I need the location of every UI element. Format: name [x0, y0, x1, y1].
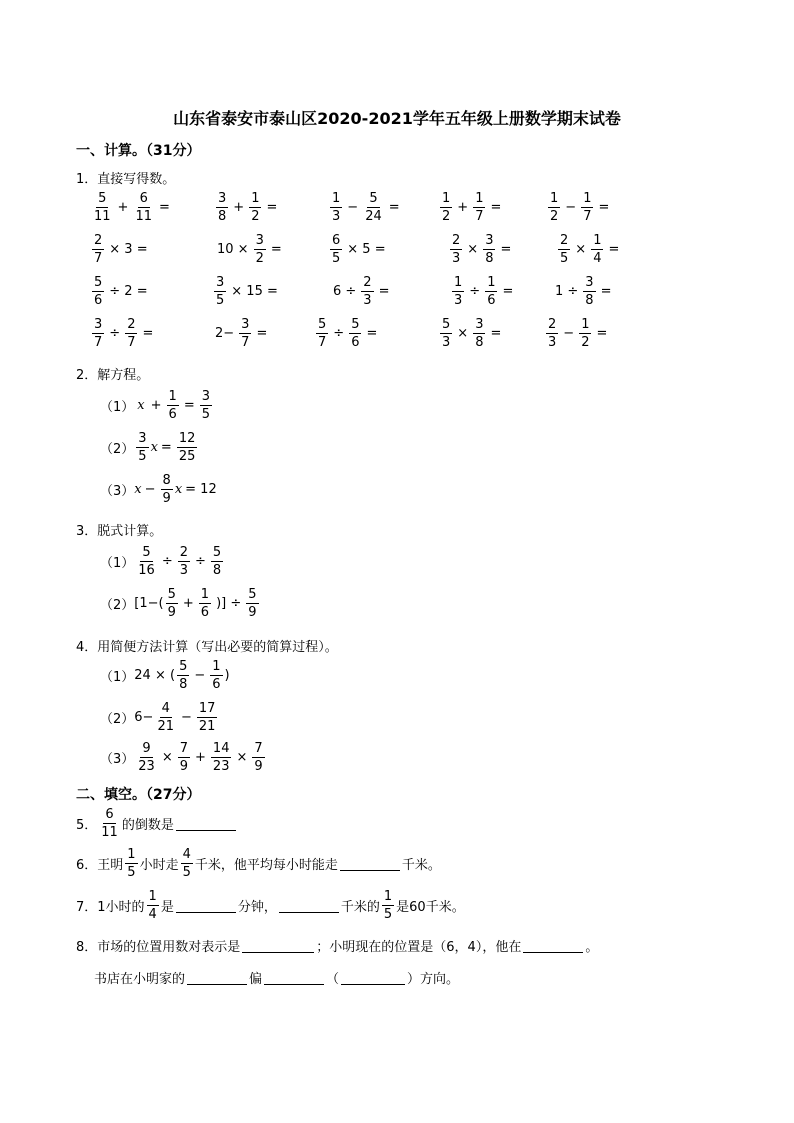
calc-r3c4: $\frac{1}{3}$ ÷ $\frac{1}{6}$ =	[454, 275, 514, 308]
calc-r2c1: $\frac{2}{7}$ × 3 =	[94, 233, 148, 266]
question-4-label: 4．用简便方法计算（写出必要的简算过程）。	[76, 640, 338, 655]
section-1-heading: 一、计算。（31分）	[76, 143, 201, 159]
equation-1: （1） x + $\frac{1}{6}$ = $\frac{3}{5}$	[100, 389, 210, 422]
equation-3: （3） x − $\frac{8}{9}$ x = 12	[100, 473, 217, 506]
answer-blank[interactable]	[279, 898, 339, 913]
calc-r4c5: $\frac{2}{3}$ − $\frac{1}{2}$ =	[548, 317, 608, 350]
question-6: 6．王明 $\frac{1}{5}$ 小时走 $\frac{4}{5}$ 千米，他平均每小时能走 千米。	[76, 847, 441, 880]
answer-blank[interactable]	[264, 970, 324, 985]
calc-r3c1: $\frac{5}{6}$ ÷ 2 =	[94, 275, 148, 308]
simplify-calc-3: （3） $\frac{9}{23}$ × $\frac{7}{9}$ + $\frac{14}{23}$ × $\frac{7}{9}$	[100, 741, 263, 774]
question-8-line-1: 8．市场的位置用数对表示是 ；小明现在的位置是（6，4），他在 。	[76, 940, 599, 955]
calc-r3c3: 6 ÷ $\frac{2}{3}$ =	[333, 275, 390, 308]
answer-blank[interactable]	[341, 970, 405, 985]
calc-r1c3: $\frac{1}{3}$ − $\frac{5}{24}$ =	[332, 191, 400, 224]
answer-blank[interactable]	[176, 898, 236, 913]
calc-r1c5: $\frac{1}{2}$ − $\frac{1}{7}$ =	[550, 191, 610, 224]
question-1-label: 1．直接写得数。	[76, 172, 176, 187]
simplify-calc-2: （2） 6− $\frac{4}{21}$ − $\frac{17}{21}$	[100, 701, 216, 734]
stepwise-calc-2: （2） [1−( $\frac{5}{9}$ + $\frac{1}{6}$ )] ÷ $\frac{5}{9}$	[100, 587, 257, 620]
answer-blank[interactable]	[242, 938, 314, 953]
calc-r2c3: $\frac{6}{5}$ × 5 =	[332, 233, 386, 266]
answer-blank[interactable]	[523, 938, 583, 953]
question-5: 5． $\frac{6}{11}$ 的倒数是	[76, 808, 238, 839]
calc-r1c1: $\frac{5}{11}$ + $\frac{6}{11}$ =	[94, 191, 170, 224]
calc-r1c4: $\frac{1}{2}$ + $\frac{1}{7}$ =	[442, 191, 502, 224]
calc-r1c2: $\frac{3}{8}$ + $\frac{1}{2}$ =	[218, 191, 278, 224]
question-8-line-2: 书店在小明家的 偏 （ ）方向。	[94, 972, 460, 987]
calc-r2c2: 10 × $\frac{3}{2}$ =	[217, 233, 282, 266]
calc-r4c1: $\frac{3}{7}$ ÷ $\frac{2}{7}$ =	[94, 317, 154, 350]
simplify-calc-1: （1） 24 × ( $\frac{5}{8}$ − $\frac{1}{6}$ )	[100, 659, 230, 692]
page-title: 山东省泰安市泰山区2020-2021学年五年级上册数学期末试卷	[173, 109, 621, 128]
calc-r4c2: 2− $\frac{3}{7}$ =	[215, 317, 268, 350]
equation-2: （2） $\frac{3}{5}$ x = $\frac{12}{25}$	[100, 431, 196, 464]
calc-r3c5: 1 ÷ $\frac{3}{8}$ =	[555, 275, 612, 308]
question-2-label: 2．解方程。	[76, 368, 150, 383]
question-3-label: 3．脱式计算。	[76, 524, 163, 539]
answer-blank[interactable]	[176, 816, 236, 831]
answer-blank[interactable]	[187, 970, 247, 985]
section-2-heading: 二、填空。（27分）	[76, 787, 201, 803]
calc-r2c5: $\frac{2}{5}$ × $\frac{1}{4}$ =	[560, 233, 620, 266]
stepwise-calc-1: （1） $\frac{5}{16}$ ÷ $\frac{2}{3}$ ÷ $\frac{5}{8}$	[100, 545, 222, 578]
calc-r4c4: $\frac{5}{3}$ × $\frac{3}{8}$ =	[442, 317, 502, 350]
calc-r2c4: $\frac{2}{3}$ × $\frac{3}{8}$ =	[452, 233, 512, 266]
question-7: 7．1小时的 $\frac{1}{4}$ 是 分钟， 千米的 $\frac{1}{5}$ 是60千米。	[76, 889, 465, 922]
answer-blank[interactable]	[340, 856, 400, 871]
calc-r4c3: $\frac{5}{7}$ ÷ $\frac{5}{6}$ =	[318, 317, 378, 350]
calc-r3c2: $\frac{3}{5}$ × 15 =	[216, 275, 278, 308]
